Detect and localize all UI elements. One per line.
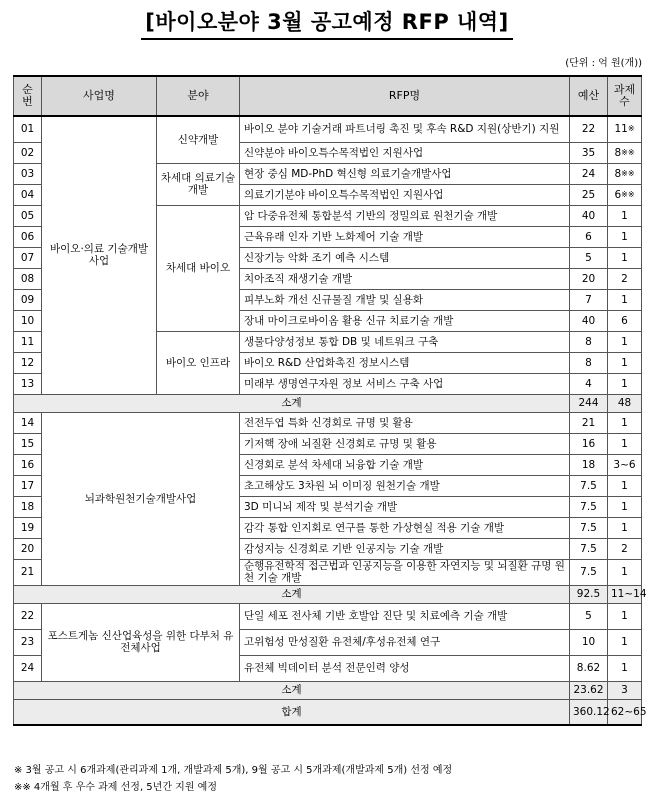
- budget-cell: 5: [570, 603, 608, 629]
- count-cell: 2: [608, 538, 642, 559]
- table-header-row: [14, 76, 642, 116]
- count-cell: 1: [608, 655, 642, 681]
- budget-cell: 21: [570, 412, 608, 433]
- row-no: 22: [14, 603, 42, 629]
- count-cell: 1: [608, 433, 642, 454]
- row-no: 19: [14, 517, 42, 538]
- rfp-name: 고위험성 만성질환 유전체/후성유전체 연구: [240, 629, 570, 655]
- count-cell: [608, 163, 642, 184]
- budget-cell: 40: [570, 205, 608, 226]
- budget-cell: 7.5: [570, 496, 608, 517]
- note-mark: ※※: [621, 147, 635, 157]
- rfp-name: 감성지능 신경회로 기반 인공지능 기술 개발: [240, 538, 570, 559]
- row-no: 01: [14, 116, 42, 142]
- subtotal-count: 3: [608, 681, 642, 699]
- budget-cell: 7: [570, 289, 608, 310]
- budget-cell: 35: [570, 142, 608, 163]
- program-cell: 포스트게놈 신산업육성을 위한 다부처 유전체사업: [42, 603, 240, 681]
- budget-cell: 16: [570, 433, 608, 454]
- count-cell: 1: [608, 412, 642, 433]
- title-wrap: [0, 6, 654, 40]
- row-no: 08: [14, 268, 42, 289]
- footnotes: [14, 762, 452, 796]
- count-cell: 1: [608, 289, 642, 310]
- table-row: [14, 603, 642, 629]
- budget-cell: 8: [570, 331, 608, 352]
- rfp-name: 근육유래 인자 기반 노화제어 기술 개발: [240, 226, 570, 247]
- count-cell: 3~6: [608, 454, 642, 475]
- subtotal-count: 48: [608, 394, 642, 412]
- count-cell: 1: [608, 475, 642, 496]
- row-no: 13: [14, 373, 42, 394]
- budget-cell: 7.5: [570, 517, 608, 538]
- rfp-name: 의료기기분야 바이오특수목적법인 지원사업: [240, 184, 570, 205]
- budget-cell: 25: [570, 184, 608, 205]
- row-no: 10: [14, 310, 42, 331]
- row-no: 12: [14, 352, 42, 373]
- table-row: [14, 412, 642, 433]
- rfp-name: 바이오 R&D 산업화촉진 정보시스템: [240, 352, 570, 373]
- rfp-name: 치아조직 재생기술 개발: [240, 268, 570, 289]
- count-cell: 1: [608, 247, 642, 268]
- field-cell: 차세대 의료기술개발: [157, 163, 240, 205]
- rfp-name: 기저핵 장애 뇌질환 신경회로 규명 및 활용: [240, 433, 570, 454]
- budget-cell: 24: [570, 163, 608, 184]
- total-label: 합계: [14, 699, 570, 725]
- total-row: [14, 699, 642, 725]
- footnote-2: ※※ 4개월 후 우수 과제 선정, 5년간 지원 예정: [14, 782, 217, 793]
- row-no: 15: [14, 433, 42, 454]
- row-no: 02: [14, 142, 42, 163]
- field-cell: 바이오 인프라: [157, 331, 240, 394]
- note-mark: ※※: [621, 168, 635, 178]
- rfp-name: 생물다양성정보 통합 DB 및 네트워크 구축: [240, 331, 570, 352]
- count-cell: 1: [608, 373, 642, 394]
- row-no: 04: [14, 184, 42, 205]
- rfp-name: 초고해상도 3차원 뇌 이미징 원천기술 개발: [240, 475, 570, 496]
- rfp-name: 현장 중심 MD-PhD 혁신형 의료기술개발사업: [240, 163, 570, 184]
- budget-cell: 7.5: [570, 559, 608, 585]
- row-no: 20: [14, 538, 42, 559]
- subtotal-label: 소계: [14, 394, 570, 412]
- count-cell: 1: [608, 559, 642, 585]
- subtotal-budget: 244: [570, 394, 608, 412]
- rfp-name: 신장기능 악화 조기 예측 시스템: [240, 247, 570, 268]
- footnote-1: ※ 3월 공고 시 6개과제(관리과제 1개, 개발과제 5개), 9월 공고 시 5개과제(개발과제 5개) 선정 예정: [14, 765, 453, 776]
- budget-cell: 7.5: [570, 538, 608, 559]
- budget-cell: 7.5: [570, 475, 608, 496]
- header-count: 과제수: [608, 76, 642, 116]
- count-cell: [608, 142, 642, 163]
- header-field: 분야: [157, 76, 240, 116]
- count-cell: 1: [608, 205, 642, 226]
- rfp-table: [13, 75, 647, 726]
- subtotal-count: 11~14: [608, 585, 642, 603]
- total-count: 62~65: [608, 699, 642, 725]
- header-program: 사업명: [42, 76, 157, 116]
- count-cell: 2: [608, 268, 642, 289]
- budget-cell: 20: [570, 268, 608, 289]
- subtotal-row: [14, 394, 642, 412]
- count-value: 8: [614, 146, 622, 159]
- row-no: 14: [14, 412, 42, 433]
- rfp-name: 피부노화 개선 신규물질 개발 및 실용화: [240, 289, 570, 310]
- table-row: [14, 116, 642, 142]
- row-no: 24: [14, 655, 42, 681]
- count-value: 8: [614, 167, 622, 180]
- program-cell: 바이오·의료 기술개발사업: [42, 116, 157, 394]
- count-cell: 1: [608, 496, 642, 517]
- rfp-name: 바이오 분야 기술거래 파트너링 촉진 및 후속 R&D 지원(상반기) 지원: [240, 116, 570, 142]
- subtotal-budget: 23.62: [570, 681, 608, 699]
- rfp-name: 미래부 생명연구자원 정보 서비스 구축 사업: [240, 373, 570, 394]
- page-title: [바이오분야 3월 공고예정 RFP 내역]: [141, 6, 512, 40]
- rfp-name: 신약분야 바이오특수목적법인 지원사업: [240, 142, 570, 163]
- budget-cell: 18: [570, 454, 608, 475]
- budget-cell: 5: [570, 247, 608, 268]
- rfp-name: 순행유전학적 접근법과 인공지능을 이용한 자연지능 및 뇌질환 규명 원천 기술 개발: [240, 559, 570, 585]
- count-cell: 1: [608, 517, 642, 538]
- field-cell: 신약개발: [157, 116, 240, 163]
- rfp-name: 신경회로 분석 차세대 뇌융합 기술 개발: [240, 454, 570, 475]
- budget-cell: 6: [570, 226, 608, 247]
- budget-cell: 10: [570, 629, 608, 655]
- count-value: 11: [614, 123, 628, 136]
- total-budget: 360.12: [570, 699, 608, 725]
- budget-cell: 8.62: [570, 655, 608, 681]
- budget-cell: 4: [570, 373, 608, 394]
- rfp-name: 암 다중유전체 통합분석 기반의 정밀의료 원천기술 개발: [240, 205, 570, 226]
- row-no: 23: [14, 629, 42, 655]
- subtotal-label: 소계: [14, 681, 570, 699]
- row-no: 09: [14, 289, 42, 310]
- subtotal-row: [14, 585, 642, 603]
- rfp-name: 3D 미니뇌 제작 및 분석기술 개발: [240, 496, 570, 517]
- rfp-name: 감각 통합 인지회로 연구를 통한 가상현실 적용 기술 개발: [240, 517, 570, 538]
- rfp-name: 전전두엽 특화 신경회로 규명 및 활용: [240, 412, 570, 433]
- subtotal-budget: 92.5: [570, 585, 608, 603]
- count-cell: [608, 116, 642, 142]
- count-cell: [608, 184, 642, 205]
- row-no: 16: [14, 454, 42, 475]
- row-no: 07: [14, 247, 42, 268]
- count-cell: 1: [608, 226, 642, 247]
- rfp-name: 단일 세포 전사체 기반 호발암 진단 및 치료예측 기술 개발: [240, 603, 570, 629]
- row-no: 17: [14, 475, 42, 496]
- row-no: 06: [14, 226, 42, 247]
- note-mark: ※※: [621, 189, 635, 199]
- count-cell: 6: [608, 310, 642, 331]
- budget-cell: 40: [570, 310, 608, 331]
- note-mark: ※: [627, 124, 635, 134]
- budget-cell: 22: [570, 116, 608, 142]
- row-no: 18: [14, 496, 42, 517]
- count-cell: 1: [608, 331, 642, 352]
- rfp-name: 유전체 빅데이터 분석 전문인력 양성: [240, 655, 570, 681]
- row-no: 05: [14, 205, 42, 226]
- count-cell: 1: [608, 629, 642, 655]
- subtotal-row: [14, 681, 642, 699]
- row-no: 11: [14, 331, 42, 352]
- field-cell: 차세대 바이오: [157, 205, 240, 331]
- rfp-name: 장내 마이크로바이옴 활용 신규 치료기술 개발: [240, 310, 570, 331]
- row-no: 03: [14, 163, 42, 184]
- row-no: 21: [14, 559, 42, 585]
- count-value: 6: [614, 188, 622, 201]
- program-cell: 뇌과학원천기술개발사업: [42, 412, 240, 585]
- header-budget: 예산: [570, 76, 608, 116]
- unit-label: (단위 : 억 원(개)): [565, 58, 642, 69]
- header-rfp: RFP명: [240, 76, 570, 116]
- budget-cell: 8: [570, 352, 608, 373]
- header-no: 순번: [14, 76, 42, 116]
- subtotal-label: 소계: [14, 585, 570, 603]
- count-cell: 1: [608, 352, 642, 373]
- count-cell: 1: [608, 603, 642, 629]
